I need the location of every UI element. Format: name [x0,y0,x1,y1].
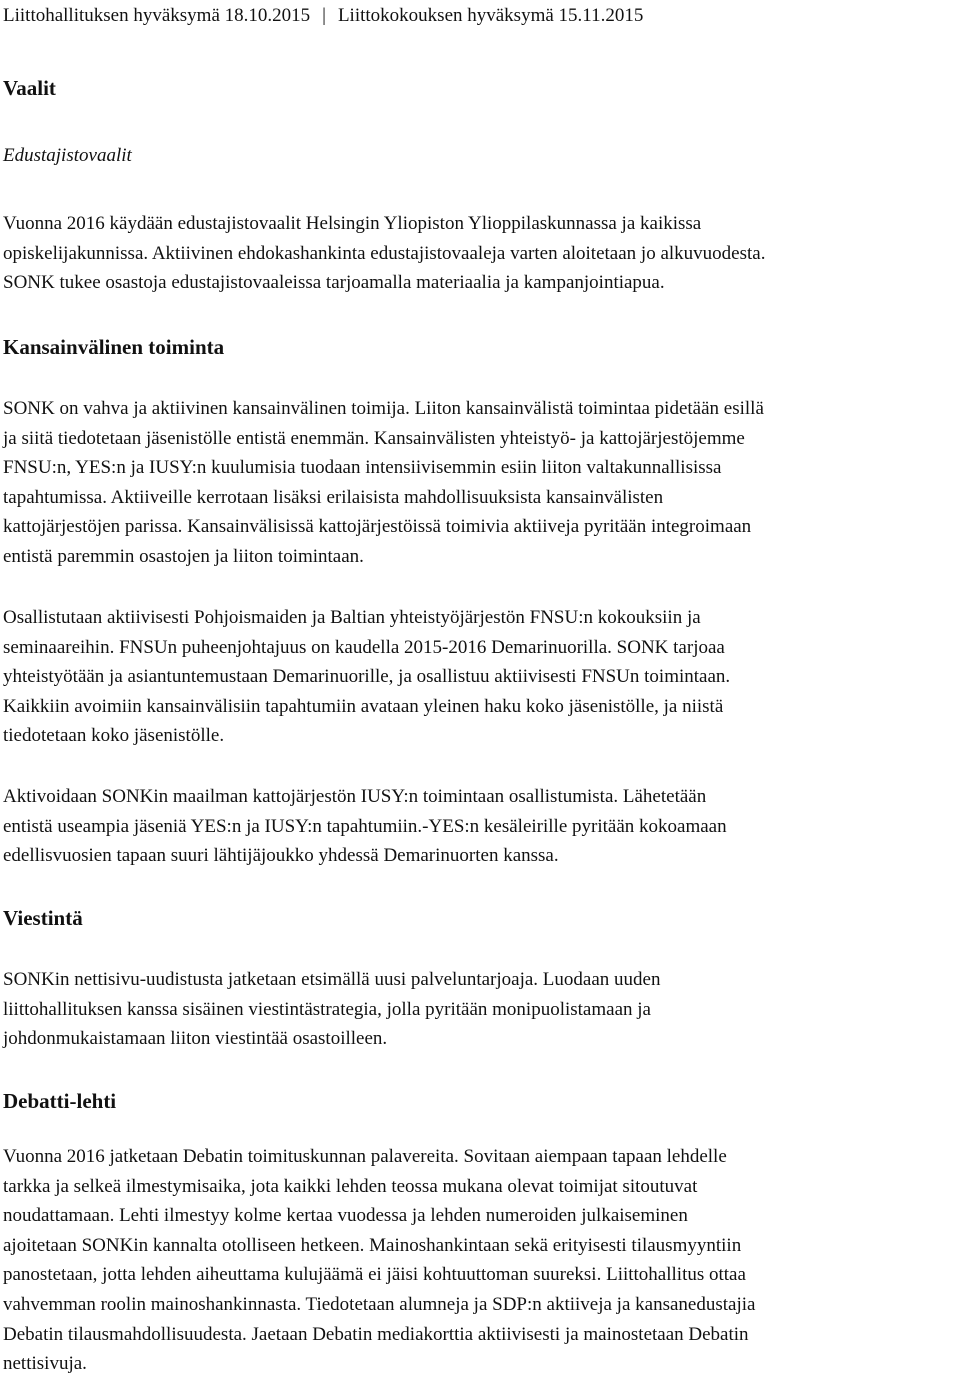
paragraph-viestinta [3,965,958,1054]
paragraph-line: ajoitetaan SONKin kannalta otolliseen hetkeen. Mainoshankintaan sekä erityisesti tilausmyyntiin [3,1234,742,1256]
paragraph-line: edellisvuosien tapaan suuri lähtijäjoukko yhdessä Demarinuorten kanssa. [3,845,559,867]
paragraph-line: tarkka ja selkeä ilmestymisaika, jota kaikki lehden teossa mukana olevat toimijat sitoutuvat [3,1175,698,1197]
paragraph-kansainvalinen-2 [3,603,958,751]
paragraph-line: Debatin tilausmahdollisuudesta. Jaetaan Debatin mediakorttia aktiivisesti ja mainostetaan Debatin [3,1323,749,1345]
paragraph-line: yhteistyötään ja asiantuntemustaan Demarinuorille, ja osallistuu aktiivisesti FNSUn toimintaan. [3,666,731,688]
paragraph-line: SONKin nettisivu-uudistusta jatketaan etsimällä uusi palveluntarjoaja. Luodaan uuden [3,969,661,990]
paragraph-line: opiskelijakunnissa. Aktiivinen ehdokashankinta edustajistovaaleja varten aloitetaan jo alkuvuodesta. [3,242,766,264]
paragraph-kansainvalinen-3 [3,782,958,871]
heading-debatti-lehti: Debatti-lehti [3,1089,117,1113]
paragraph-line: tiedotetaan koko jäsenistölle. [3,725,225,747]
heading-viestinta: Viestintä [3,906,83,930]
paragraph-line: nettisivuja. [3,1353,87,1375]
paragraph-line: SONK on vahva ja aktiivinen kansainvälinen toimija. Liiton kansainvälistä toimintaa pidetään esillä [3,398,764,419]
paragraph-line: liittohallituksen kanssa sisäinen viestintästrategia, jolla pyritään monipuolistamaan ja [3,998,651,1020]
paragraph-line: Vuonna 2016 jatketaan Debatin toimituskunnan palavereita. Sovitaan aiempaan tapaan lehdelle [3,1146,727,1167]
paragraph-line: seminaareihin. FNSUn puheenjohtajuus on kaudella 2015-2016 Demarinuorilla. SONK tarjoaa [3,636,725,658]
paragraph-line: entistä paremmin osastojen ja liiton toimintaan. [3,545,364,567]
paragraph-line: Kaikkiin avoimiin kansainvälisiin tapahtumiin avataan yleinen haku koko jäsenistölle, ja niistä [3,695,724,717]
paragraph-line: panostetaan, jotta lehden aiheuttama kulujäämä ei jäisi kohtuuttoman suureksi. Liittohallitus ottaa [3,1264,746,1286]
paragraph-line: Aktivoidaan SONKin maailman kattojärjestön IUSY:n toimintaan osallistumista. Lähetetään [3,786,707,807]
header-separator: | [322,5,326,26]
paragraph-line: noudattamaan. Lehti ilmestyy kolme kertaa vuodessa ja lehden numeroiden julkaiseminen [3,1205,688,1227]
paragraph-line: johdonmukaistamaan liiton viestintää osastoilleen. [3,1028,388,1050]
paragraph-line: ja siitä tiedotetaan jäsenistölle entistä enemmän. Kansainvälisten yhteistyö- ja kattojärjestöjemme [3,427,745,449]
paragraph-line: vahvemman roolin mainoshankinnasta. Tiedotetaan alumneja ja SDP:n aktiiveja ja kansanedustajia [3,1293,756,1315]
approval-header [3,1,958,30]
paragraph-line: FNSU:n, YES:n ja IUSY:n kuulumisia tuodaan intensiivisemmin esiin liiton valtakunnallisissa [3,457,722,479]
board-approval-text: Liittohallituksen hyväksymä 18.10.2015 [3,5,311,26]
paragraph-line: Osallistutaan aktiivisesti Pohjoismaiden ja Baltian yhteistyöjärjestön FNSU:n kokouksiin ja [3,607,701,628]
paragraph-line: tapahtumissa. Aktiiveille kerrotaan lisäksi erilaisista mahdollisuuksista kansainvälisten [3,486,664,508]
meeting-approval-text: Liittokokouksen hyväksymä 15.11.2015 [337,5,644,26]
paragraph-vaalit [3,209,958,298]
paragraph-line: SONK tukee osastoja edustajistovaaleissa tarjoamalla materiaalia ja kampanjointiapua. [3,272,665,294]
paragraph-line: Vuonna 2016 käydään edustajistovaalit Helsingin Yliopiston Ylioppilaskunnassa ja kaikissa [3,213,702,234]
subheading-edustajistovaalit: Edustajistovaalit [3,145,132,166]
paragraph-debatti [3,1142,958,1379]
heading-vaalit: Vaalit [3,76,56,100]
paragraph-line: kattojärjestöjen parissa. Kansainvälisissä kattojärjestöissä toimivia aktiiveja pyritään integroimaan [3,516,752,538]
paragraph-kansainvalinen-1 [3,394,958,572]
paragraph-line: entistä useampia jäseniä YES:n ja IUSY:n tapahtumiin.-YES:n kesäleirille pyritään kokoamaan [3,815,727,837]
heading-kansainvalinen-toiminta: Kansainvälinen toiminta [3,335,225,359]
